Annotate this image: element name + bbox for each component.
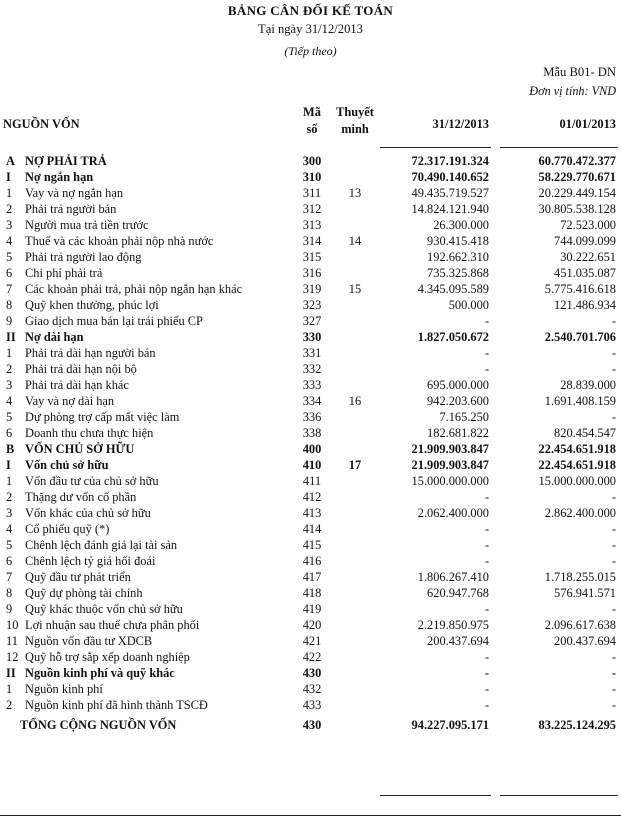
row-value-2013-12-31: 14.824.121.940 [411,202,489,216]
row-number: 1 [6,682,13,696]
row-label: Chênh lệch tỷ giá hối đoái [25,554,156,568]
header-underline-date1 [380,147,491,148]
table-row [0,329,621,345]
row-code: 414 [302,522,322,536]
table-row [0,585,621,601]
row-value-2013-12-31: - [484,650,489,664]
row-label: Nguồn vốn đầu tư XDCB [25,634,153,648]
row-value-2013-01-01: - [611,362,616,376]
report-date: Tại ngày 31/12/2013 [258,22,363,36]
row-label: Nguồn kinh phí và quỹ khác [25,666,175,680]
row-value-2013-12-31: - [484,538,489,552]
table-row [0,697,621,713]
report-title: BẢNG CÂN ĐỐI KẾ TOÁN [227,3,394,18]
row-value-2013-12-31: 49.435.719.527 [411,186,489,200]
row-label: Nguồn kinh phí đã hình thành TSCĐ [25,698,208,712]
row-label: Quỹ khác thuộc vốn chủ sở hữu [25,602,183,616]
table-row [0,201,621,217]
row-value-2013-01-01: 451.035.087 [554,266,616,280]
row-label: Lợi nhuận sau thuế chưa phân phối [25,618,200,632]
row-number: 1 [6,346,13,360]
row-label: Chi phí phải trả [25,266,103,280]
row-value-2013-01-01: - [611,650,616,664]
col-header-code [292,104,332,138]
row-number: 4 [6,522,13,536]
row-value-2013-12-31: 942.203.600 [427,394,489,408]
row-value-2013-01-01: - [611,698,616,712]
row-code: 333 [302,378,322,392]
table-row [0,473,621,489]
table-row [0,249,621,265]
table-row [0,377,621,393]
row-label: Phải trả người bán [25,202,117,216]
row-value-2013-01-01: 20.229.449.154 [538,186,616,200]
row-label: Dự phòng trợ cấp mất việc làm [25,410,180,424]
col-header-date1: 31/12/2013 [432,117,489,131]
row-value-2013-01-01: - [611,666,616,680]
row-value-2013-01-01: - [611,522,616,536]
row-code: 330 [302,330,322,344]
total-code: 430 [302,718,322,732]
form-code: Mẫu B01- DN [543,65,616,79]
row-value-2013-12-31: - [484,666,489,680]
bottom-rule [0,815,621,816]
row-code: 432 [302,682,322,696]
row-value-2013-01-01: 22.454.651.918 [538,458,616,472]
table-row [0,665,621,681]
table-row [0,633,621,649]
row-note: 13 [348,186,362,200]
row-code: 316 [302,266,322,280]
row-value-2013-01-01: 15.000.000.000 [538,474,616,488]
row-value-2013-12-31: 182.681.822 [427,426,489,440]
row-number: 5 [6,250,13,264]
row-number: 2 [6,362,13,376]
row-number: 9 [6,602,13,616]
row-code: 417 [302,570,322,584]
row-number: 2 [6,202,13,216]
col-header-note [330,104,380,138]
row-value-2013-12-31: 21.909.903.847 [411,458,489,472]
row-code: 412 [302,490,322,504]
table-row [0,457,621,473]
total-row [0,716,621,734]
row-value-2013-01-01: - [611,410,616,424]
header-underline-date2 [500,147,618,148]
row-value-2013-01-01: 2.096.617.638 [544,618,616,632]
row-number: 6 [6,554,13,568]
row-label: Vay và nợ dài hạn [25,394,115,408]
row-note: 16 [348,394,362,408]
row-code: 430 [302,666,322,680]
row-number: A [6,154,15,168]
table-row [0,425,621,441]
row-value-2013-01-01: 22.454.651.918 [538,442,616,456]
row-value-2013-12-31: 21.909.903.847 [411,442,489,456]
row-value-2013-12-31: 695.000.000 [427,378,489,392]
table-row [0,649,621,665]
row-value-2013-12-31: 70.490.140.652 [411,170,489,184]
table-row [0,441,621,457]
row-value-2013-01-01: 5.775.416.618 [544,282,616,296]
row-code: 323 [302,298,322,312]
row-label: Phải trả dài hạn nội bộ [25,362,137,376]
table-row [0,409,621,425]
row-code: 413 [302,506,322,520]
row-number: 7 [6,282,13,296]
row-code: 411 [302,474,322,488]
row-number: 8 [6,298,13,312]
row-number: 12 [6,650,19,664]
row-number: I [6,458,11,472]
col-header-date2: 01/01/2013 [559,117,616,131]
table-row [0,233,621,249]
col-header-code-line1: Mã [303,105,321,119]
row-value-2013-12-31: 15.000.000.000 [411,474,489,488]
row-value-2013-01-01: - [611,682,616,696]
row-value-2013-12-31: 72.317.191.324 [411,154,489,168]
row-label: Người mua trả tiền trước [25,218,149,232]
table-row [0,313,621,329]
row-label: Vay và nợ ngắn hạn [25,186,124,200]
total-label: TỔNG CỘNG NGUỒN VỐN [20,718,177,732]
row-value-2013-01-01: 576.941.571 [554,586,616,600]
total-value-2013-01-01: 83.225.124.295 [538,718,616,732]
row-number: 5 [6,410,13,424]
row-value-2013-12-31: 7.165.250 [439,410,489,424]
table-row [0,569,621,585]
row-value-2013-12-31: 4.345.095.589 [417,282,489,296]
total-top-rule-date1 [380,795,491,796]
row-number: 6 [6,266,13,280]
row-value-2013-12-31: - [484,602,489,616]
row-code: 313 [302,218,322,232]
row-code: 319 [302,282,322,296]
row-number: 7 [6,570,13,584]
row-code: 311 [302,186,322,200]
row-code: 416 [302,554,322,568]
row-label: Phải trả dài hạn khác [25,378,129,392]
row-value-2013-12-31: - [484,522,489,536]
row-code: 334 [302,394,322,408]
row-value-2013-01-01: - [611,346,616,360]
col-header-source: NGUỒN VỐN [3,117,80,131]
row-code: 433 [302,698,322,712]
row-code: 400 [302,442,322,456]
total-top-rule-date2 [500,795,618,796]
table-row [0,601,621,617]
row-value-2013-01-01: 28.839.000 [560,378,616,392]
row-label: Vốn khác của chủ sở hữu [25,506,151,520]
table-row [0,185,621,201]
row-label: Doanh thu chưa thực hiện [25,426,154,440]
row-value-2013-12-31: 735.325.868 [427,266,489,280]
table-row [0,265,621,281]
row-number: II [6,330,16,344]
row-number: I [6,170,11,184]
table-row [0,521,621,537]
row-label: Quỹ khen thưởng, phúc lợi [25,298,159,312]
row-number: 10 [6,618,19,632]
row-value-2013-12-31: 2.219.850.975 [417,618,489,632]
row-label: VỐN CHỦ SỞ HỮU [25,442,135,456]
row-number: 2 [6,490,13,504]
table-row [0,153,621,169]
row-code: 312 [302,202,322,216]
row-value-2013-01-01: 820.454.547 [554,426,616,440]
row-number: 8 [6,586,13,600]
total-value-2013-12-31: 94.227.095.171 [411,718,489,732]
row-label: Thặng dư vốn cổ phần [25,490,137,504]
row-value-2013-01-01: - [611,314,616,328]
row-value-2013-12-31: 500.000 [448,298,489,312]
col-header-code-line2: số [306,122,318,136]
row-code: 314 [302,234,322,248]
row-note: 14 [348,234,362,248]
row-note: 17 [348,458,362,472]
row-label: NỢ PHẢI TRẢ [25,154,107,168]
row-value-2013-12-31: - [484,682,489,696]
row-label: Phải trả dài hạn người bán [25,346,156,360]
row-number: II [6,666,16,680]
row-code: 331 [302,346,322,360]
table-row [0,681,621,697]
row-note: 15 [348,282,362,296]
row-code: 327 [302,314,322,328]
table-row [0,345,621,361]
row-value-2013-01-01: 72.523.000 [560,218,616,232]
table-row [0,537,621,553]
row-label: Chênh lệch đánh giá lại tài sản [25,538,178,552]
row-number: 3 [6,506,13,520]
table-row [0,617,621,633]
row-code: 315 [302,250,322,264]
row-number: 2 [6,698,13,712]
row-value-2013-01-01: - [611,602,616,616]
row-code: 422 [302,650,322,664]
row-value-2013-01-01: 1.691.408.159 [544,394,616,408]
row-code: 338 [302,426,322,440]
row-value-2013-01-01: 200.437.694 [554,634,616,648]
row-code: 336 [302,410,322,424]
col-header-note-line1: Thuyết [336,105,374,119]
table-row [0,361,621,377]
row-value-2013-01-01: - [611,490,616,504]
row-value-2013-01-01: 2.862.400.000 [544,506,616,520]
row-value-2013-12-31: - [484,346,489,360]
row-value-2013-01-01: - [611,538,616,552]
row-value-2013-01-01: 60.770.472.377 [538,154,616,168]
row-value-2013-12-31: 192.662.310 [427,250,489,264]
row-code: 421 [302,634,322,648]
continued-note: (Tiếp theo) [284,44,337,58]
table-row [0,217,621,233]
table-row [0,393,621,409]
row-value-2013-01-01: 1.718.255.015 [544,570,616,584]
row-value-2013-12-31: 1.806.267.410 [417,570,489,584]
row-number: 4 [6,394,13,408]
row-number: 1 [6,474,13,488]
row-number: 6 [6,426,13,440]
row-label: Các khoản phải trả, phải nộp ngắn hạn khác [25,282,243,296]
row-label: Quỹ đầu tư phát triển [25,570,131,584]
row-code: 419 [302,602,322,616]
row-number: 9 [6,314,13,328]
row-value-2013-12-31: 930.415.418 [427,234,489,248]
row-label: Quỹ hỗ trợ sắp xếp doanh nghiệp [25,650,190,664]
row-code: 310 [302,170,322,184]
row-value-2013-01-01: - [611,554,616,568]
row-code: 300 [302,154,322,168]
row-value-2013-01-01: 58.229.770.671 [538,170,616,184]
row-label: Thuế và các khoản phải nộp nhà nước [25,234,214,248]
row-number: 4 [6,234,13,248]
row-value-2013-12-31: - [484,490,489,504]
row-number: 1 [6,186,13,200]
row-number: B [6,442,15,456]
row-label: Quỹ dự phòng tài chính [25,586,143,600]
table-row [0,553,621,569]
row-value-2013-12-31: 2.062.400.000 [417,506,489,520]
row-value-2013-12-31: - [484,314,489,328]
row-value-2013-12-31: - [484,698,489,712]
row-label: Nguồn kinh phí [25,682,103,696]
row-value-2013-01-01: 744.099.099 [554,234,616,248]
row-value-2013-12-31: - [484,362,489,376]
currency-unit: Đơn vị tính: VND [529,84,616,98]
row-label: Phải trả người lao động [25,250,142,264]
row-value-2013-12-31: 200.437.694 [427,634,489,648]
row-label: Nợ dài hạn [25,330,84,344]
row-number: 5 [6,538,13,552]
balance-sheet-rows [0,153,621,734]
row-label: Vốn chủ sở hữu [25,458,109,472]
row-number: 3 [6,378,13,392]
row-code: 420 [302,618,322,632]
row-code: 418 [302,586,322,600]
row-code: 415 [302,538,322,552]
row-value-2013-01-01: 121.486.934 [554,298,616,312]
col-header-note-line2: minh [341,122,369,136]
row-value-2013-01-01: 30.805.538.128 [538,202,616,216]
row-code: 332 [302,362,322,376]
row-value-2013-01-01: 2.540.701.706 [544,330,616,344]
table-row [0,281,621,297]
row-number: 11 [6,634,18,648]
row-value-2013-12-31: 1.827.050.672 [417,330,489,344]
row-label: Vốn đầu tư của chủ sở hữu [25,474,159,488]
row-label: Cổ phiếu quỹ (*) [25,522,110,536]
row-number: 3 [6,218,13,232]
row-value-2013-12-31: 26.300.000 [433,218,489,232]
row-label: Nợ ngắn hạn [25,170,94,184]
table-row [0,297,621,313]
row-label: Giao dịch mua bán lại trái phiếu CP [25,314,203,328]
row-value-2013-12-31: 620.947.768 [427,586,489,600]
row-value-2013-01-01: 30.222.651 [560,250,616,264]
table-row [0,169,621,185]
row-value-2013-12-31: - [484,554,489,568]
table-row [0,489,621,505]
table-row [0,505,621,521]
row-code: 410 [302,458,322,472]
